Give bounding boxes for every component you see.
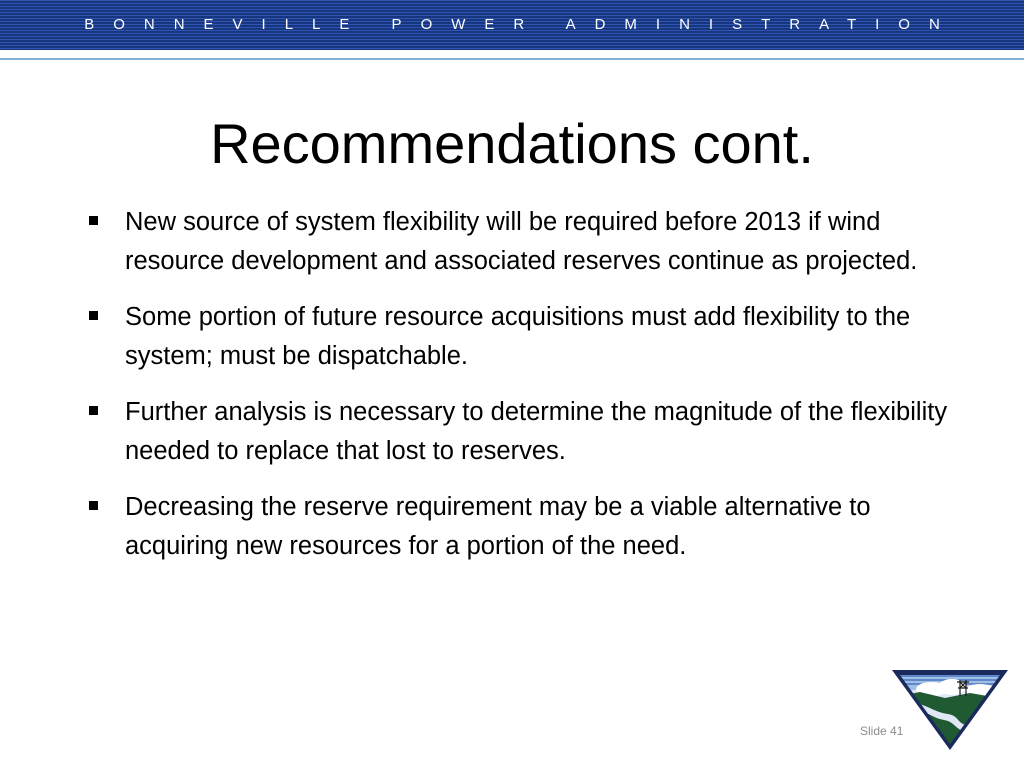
slide-title: Recommendations cont. <box>210 112 814 175</box>
square-bullet-icon <box>89 501 98 510</box>
bullet-item <box>88 393 948 471</box>
bullet-text: Further analysis is necessary to determine the magnitude of the flexibility needed to replace that lost to reserves. <box>125 398 948 465</box>
bullet-text: Decreasing the reserve requirement may be a viable alternative to acquiring new resources for a portion of the need. <box>125 493 871 560</box>
bullet-text: New source of system flexibility will be required before 2013 if wind resource development and associated reserves continue as projected. <box>125 208 918 275</box>
square-bullet-icon <box>89 406 98 415</box>
header-divider <box>0 58 1024 60</box>
square-bullet-icon <box>89 311 98 320</box>
bullet-text: Some portion of future resource acquisitions must add flexibility to the system; must be dispatchable. <box>125 303 911 370</box>
square-bullet-icon <box>89 216 98 225</box>
bpa-triangle-logo-icon <box>890 668 1010 752</box>
bullet-item <box>88 488 948 566</box>
bullet-list <box>88 203 948 583</box>
org-name: BONNEVILLE POWER ADMINISTRATION <box>84 16 959 33</box>
bullet-item <box>88 203 948 281</box>
slide-number: Slide 41 <box>860 724 904 738</box>
bullet-item <box>88 298 948 376</box>
